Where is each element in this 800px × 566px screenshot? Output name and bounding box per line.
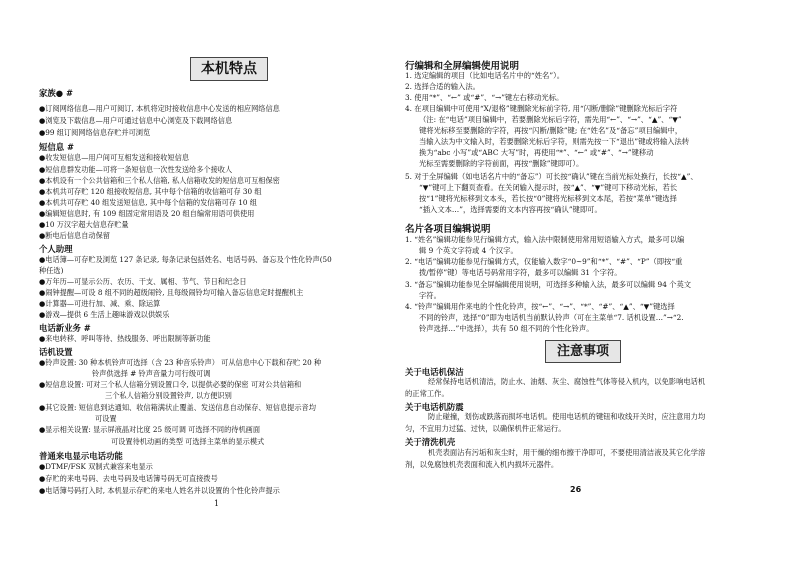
text-line: 3. “备忘”编辑功能参见全屏编辑使用说明，可选择多种输入法，最多可以编辑 94 个英文 xyxy=(405,280,692,289)
heading-card-editing: 名片各项目编辑说明 xyxy=(405,224,491,235)
text-line: ●断电后信息自动保留 xyxy=(39,231,110,240)
text-line: ●显示相关设置: 显示屏液晶对比度 25 级可调 可选择不同的待机画面 xyxy=(39,425,261,434)
heading-casing: 关于清洗机壳 xyxy=(405,437,456,447)
text-line: 2. “电话”编辑功能参见行编辑方式，仅能输入数字“0~9”和“*”、“#”、“P”（即按“重 xyxy=(405,257,683,266)
text-line: 种任选) xyxy=(39,266,64,275)
section-family: 家族● # xyxy=(39,88,73,98)
text-line: ●99 组订阅网络信息存贮并可浏览 xyxy=(39,128,151,137)
text-line: ●短信息设置: 可对三个私人信箱分别设置口令, 以提供必要的保密 可对公共信箱和 xyxy=(39,380,302,389)
text-line: ●本机共可存贮 120 组接收短信息, 其中每个信箱的收信箱可存 30 组 xyxy=(39,187,262,196)
text-line: ●本机设有一个公共信箱和三个私人信箱, 私人信箱收发的短信息可互相保密 xyxy=(39,176,280,185)
features-title: 本机特点 xyxy=(190,57,268,81)
text-line: 经常保持电话机清洁，防止水、油烟、灰尘、腐蚀性气体等侵入机内，以免影响电话机 xyxy=(428,377,706,386)
text-line: 3. 使用“*”、“←” 或“#”、“→”键左右移动光标。 xyxy=(405,93,564,102)
notes-title: 注意事项 xyxy=(545,340,621,363)
text-line: “▼”键可上下翻页查看。在关闭输入提示时，按“▲”、“▼”键可下移动光标，若长 xyxy=(419,183,678,192)
text-line: 按“1”键将光标移到文本头，若长按“0”键将光标移到文本尾，若按“菜单”键选择 xyxy=(419,194,677,203)
text-line: ●计算器—可进行加、减、乘、除运算 xyxy=(39,299,161,308)
text-line: 铃声供选择 # 铃声音量力可行级可调 xyxy=(92,369,211,378)
text-line: ●本机共可存贮 40 组发送短信息, 其中每个信箱的发信箱可存 10 组 xyxy=(39,198,257,207)
text-line: ●短信息群发功能—可将一条短信息一次性发送给多个接收人 xyxy=(39,165,233,174)
text-line: 字符。 xyxy=(419,291,441,300)
text-line: 可设置待机动画的类型 可选择主菜单的显示模式 xyxy=(111,437,265,446)
text-line: 1. “姓名”编辑功能参见行编辑方式，输入法中限制使用常用短语输入方式，最多可以编 xyxy=(405,235,685,244)
text-line: ●DTMF/FSK 双制式兼容来电显示 xyxy=(39,462,153,471)
text-line: ●编辑短信息时, 有 109 组固定常用语及 20 组自编常用语可供使用 xyxy=(39,209,255,218)
text-line: ●电话簿—可存贮及浏览 127 条记录, 每条记录包括姓名、电话号码、备忘及个性化铃声(50 xyxy=(39,255,332,264)
heading-line-editing: 行编辑和全屏编辑使用说明 xyxy=(405,61,520,72)
heading-shockproof: 关于电话机防震 xyxy=(405,402,464,412)
section-assistant: 个人助理 xyxy=(39,244,73,254)
text-line: 的正常工作。 xyxy=(405,389,449,398)
text-line: 可设置 xyxy=(95,414,117,423)
text-line: 匀，不宜用力过猛、过快，以确保机件正常运行。 xyxy=(405,424,566,433)
text-line: 换为“abc 小写”或“ABC 大写”时，再使用“*”、“←” 或“#”、“→”键移动 xyxy=(419,148,654,157)
text-line: ●浏览及下载信息—用户可通过信息中心浏览及下载网络信息 xyxy=(39,116,233,125)
text-line: ●其它设置: 短信息到达通知、收信箱满状止覆盖、发送信息自动保存、短信息提示音均 xyxy=(39,403,316,412)
text-line: 机壳表面沾有污垢和灰尘时，用干燥的细布擦干净即可，不要使用清洁液及其它化学溶 xyxy=(428,448,706,457)
text-line: “插入文本…”，选择需要的文本内容再按“确认”键即可。 xyxy=(419,205,602,214)
text-line: 光标至需要删除的字符前面，再按“删除”键即可）。 xyxy=(419,159,584,168)
text-line: ●电话簿号码打入时, 本机显示存贮的来电人姓名并以设置的个性化铃声提示 xyxy=(39,486,280,495)
page-number-left: 1 xyxy=(214,499,220,508)
section-phone-settings: 话机设置 xyxy=(39,347,73,357)
text-line: 剂，以免腐蚀机壳表面和流入机内损坏元器件。 xyxy=(405,460,559,469)
text-line: 键将光标移至要删除的字符，再按“闪断/删除”键; 在“姓名”及“备忘”项目编辑中， xyxy=(419,126,683,135)
section-caller-id: 普通来电显示电话功能 xyxy=(39,451,123,461)
text-line: ●10 万汉字超大信息存贮量 xyxy=(39,220,129,229)
text-line: ●铃声设置: 30 种本机铃声可选择（含 23 种音乐铃声） 可从信息中心下载和存贮 20 种 xyxy=(39,358,322,367)
text-line: 不同的铃声，选择“0”即为电话机当前默认铃声（可在主菜单“7. 话机设置…”→“2. xyxy=(419,313,684,322)
text-line: ●万年历—可显示公历、农历、干支、属相、节气、节日和纪念日 xyxy=(39,277,247,286)
page-number-right: 26 xyxy=(570,485,582,494)
text-line: 5. 对于全屏编辑（如电话名片中的“备忘”）可长按“确认”键在当前光标处换行，长按“▲”、 xyxy=(405,172,698,181)
text-line: 4. “铃声”编辑用作来电的个性化铃声，按“←”、“→”、“*”、“#”、“▲”、“▼”键选择 xyxy=(405,302,675,311)
text-line: ●存贮的来电号码、去电号码及电话簿号码无可直接拨号 xyxy=(39,474,218,483)
text-line: （注: 在“电话”项目编辑中，若要删除光标后字符，需先用“←”、“→”、“▲”、“▼” xyxy=(419,115,682,124)
section-sms: 短信息 # xyxy=(39,142,75,152)
text-line: 防止碰撞，划伤或跌落而损坏电话机。使用电话机的键钮和收线开关时，应注意用力均 xyxy=(428,412,706,421)
text-line: ●闹钟提醒—可设 8 组不同的超级闹铃, 且每级闹铃均可输入备忘信息定时提醒机主 xyxy=(39,288,304,297)
text-line: ●来电转移、呼叫等待、热线服务、呼出限制等新功能 xyxy=(39,334,211,343)
text-line: ●游戏—提供 6 生活上趣味游戏以供娱乐 xyxy=(39,310,170,319)
text-line: 三个私人信箱分别设置铃声, 以方便识别 xyxy=(105,391,232,400)
text-line: 铃声选择…”中选择），共有 50 组不同的个性化铃声。 xyxy=(419,324,594,333)
text-line: 2. 选择合适的输入法。 xyxy=(405,82,480,91)
section-phone-services: 电话新业务 # xyxy=(39,323,91,333)
text-line: 4. 在项目编辑中可使用“X/退格”键删除光标前字符, 用“闪断/删除”键删除光标后字符 xyxy=(405,104,678,113)
text-line: ●收发短信息—用户间可互相发送和接收短信息 xyxy=(39,153,190,162)
text-line: 当输入法为中文输入时，若要删除光标后字符，则需先按一下“退出”键或将输入法转 xyxy=(419,137,690,146)
text-line: 1. 选定编辑的项目（比如电话名片中的“姓名”）。 xyxy=(405,71,565,80)
text-line: 辑 9 个英文字符或 4 个汉字。 xyxy=(419,246,518,255)
text-line: 拨/暂停”键）等电话号码常用字符，最多可以编辑 31 个字符。 xyxy=(419,268,622,277)
heading-cleaning: 关于电话机保洁 xyxy=(405,367,464,377)
text-line: ●订阅网络信息—用户可阅订, 本机将定时接收信息中心发送的相应网络信息 xyxy=(39,104,280,113)
